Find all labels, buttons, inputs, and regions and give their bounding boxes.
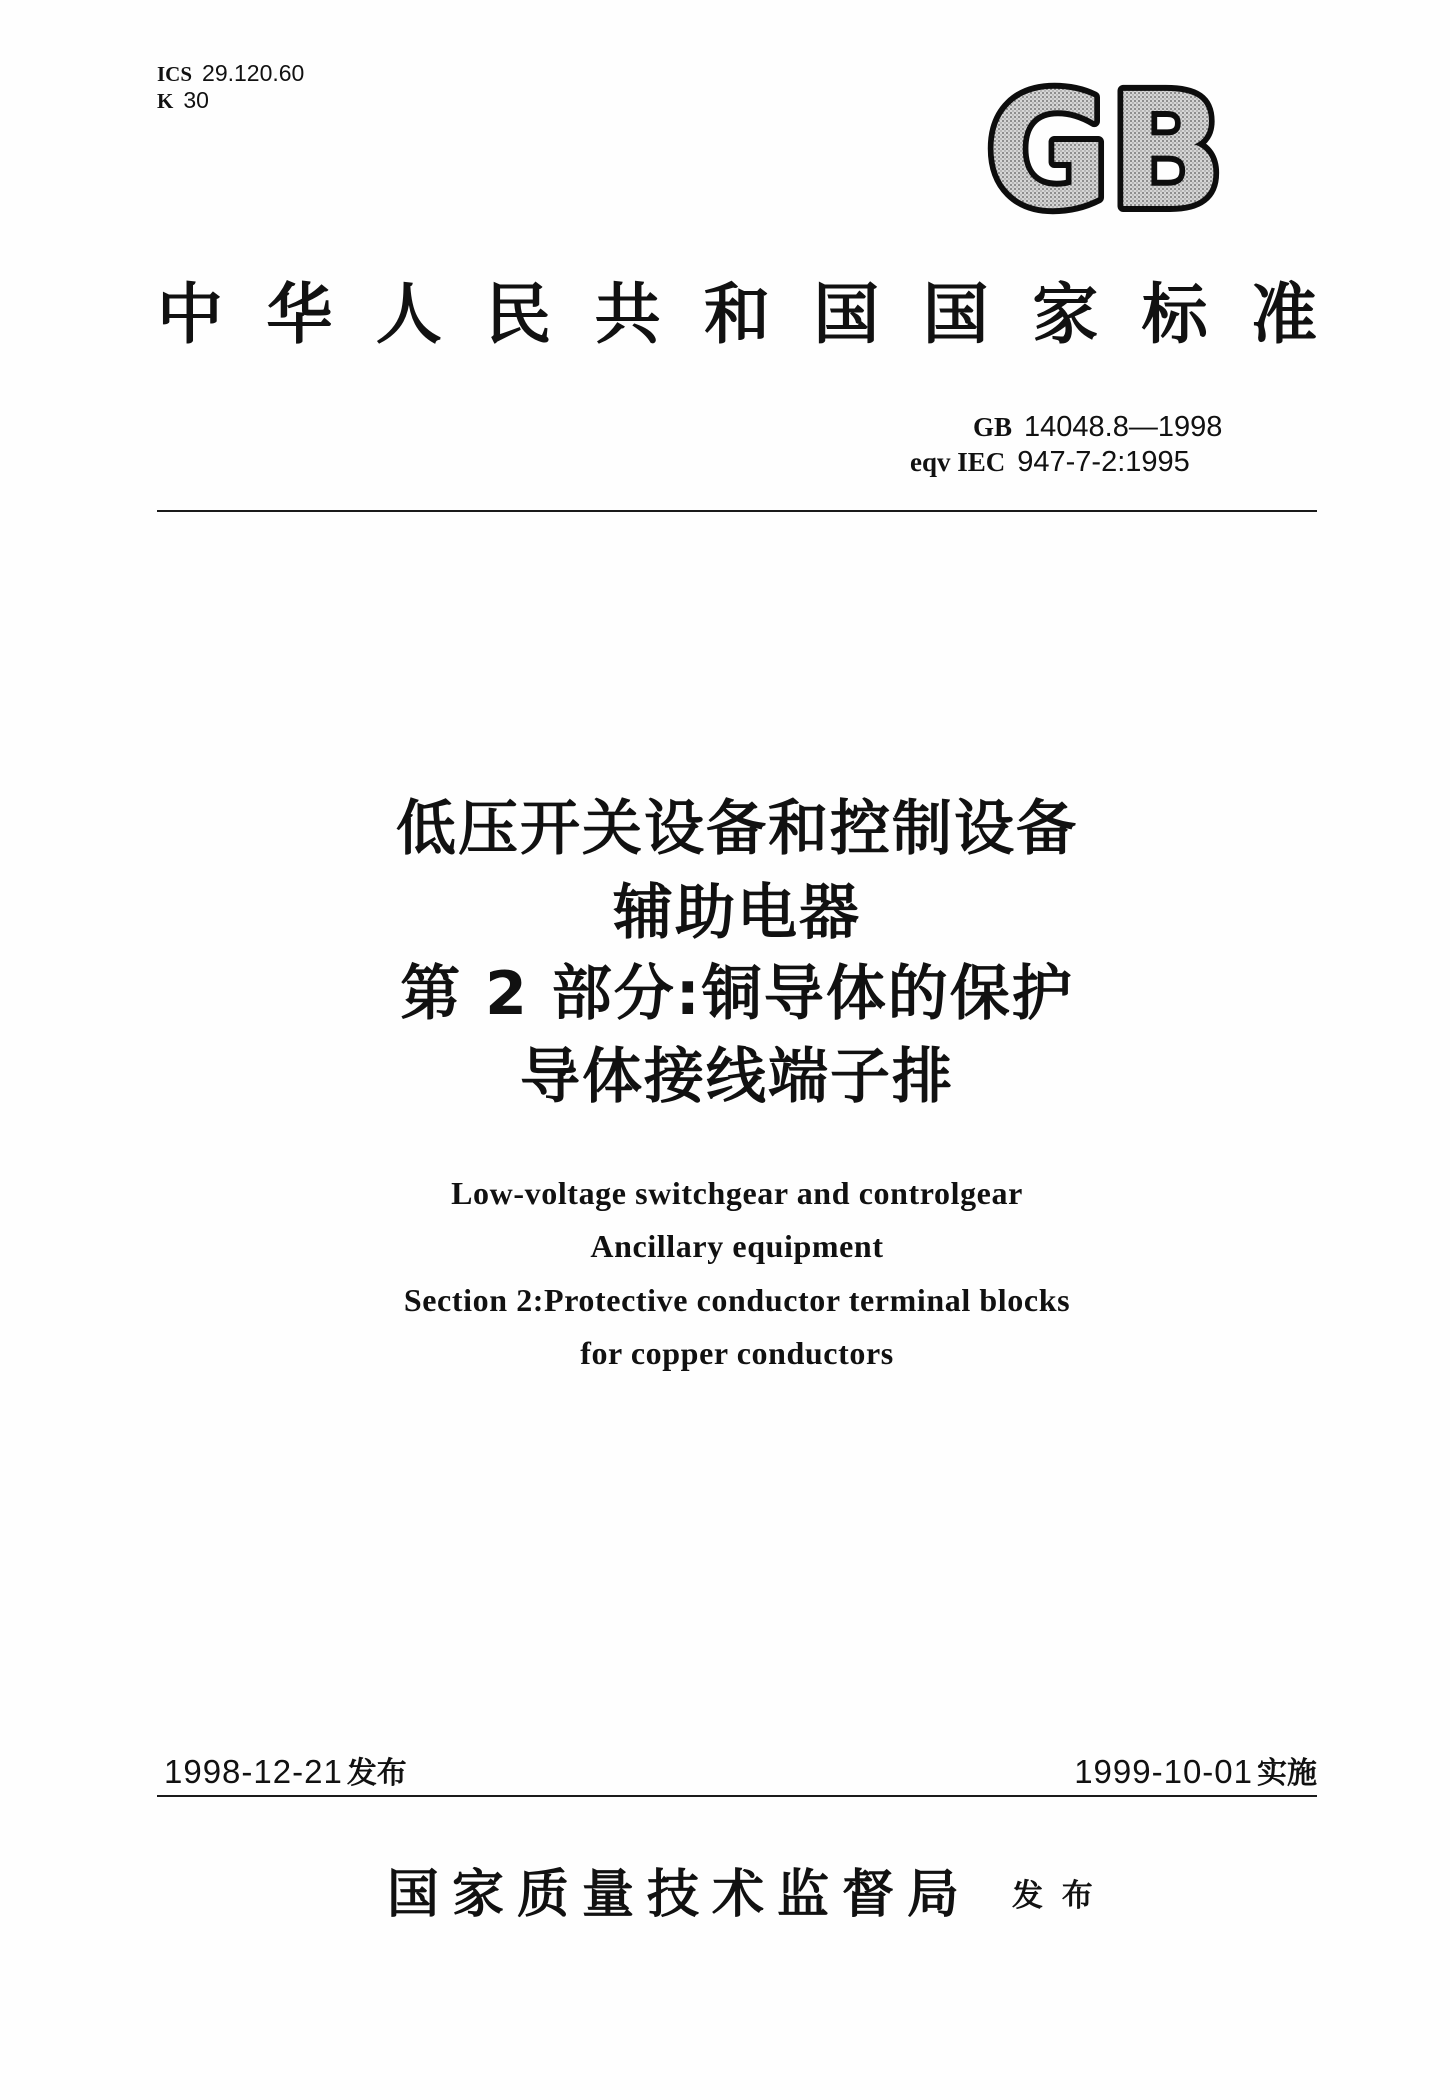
issue-date-line: [164, 1753, 407, 1791]
issue-label: 发布: [346, 1756, 407, 1791]
equivalence-number: 947-7-2:1995: [1017, 446, 1190, 478]
gb-logo: [978, 80, 1232, 216]
gb-logo-lettering: GB: [986, 80, 1224, 216]
title-en-line-4: for copper conductors: [580, 1335, 894, 1371]
ics-code-line: [157, 60, 304, 86]
ccs-code: 30: [183, 87, 209, 113]
standard-prefix: GB: [973, 412, 1013, 442]
ccs-code-line: [157, 87, 209, 113]
title-en-line-2: Ancillary equipment: [590, 1228, 884, 1264]
standard-number-line: [973, 411, 1222, 443]
equivalence-prefix: eqv IEC: [910, 447, 1006, 477]
bottom-divider: [157, 1795, 1317, 1797]
title-en-line-3: Section 2:Protective conductor terminal blocks: [403, 1282, 1071, 1318]
issue-date: 1998-12-21: [164, 1753, 343, 1790]
title-zh-line-4: 导体接线端子排: [520, 1042, 954, 1112]
equivalence-line: [910, 446, 1190, 478]
title-en-line-1: Low-voltage switchgear and controlgear: [451, 1175, 1023, 1211]
implementation-date-line: [1074, 1753, 1317, 1791]
standard-type-title: 中华人民共和国国家标准: [157, 275, 1317, 353]
implementation-date: 1999-10-01: [1074, 1753, 1253, 1790]
title-zh-line-3: 第 2 部分:铜导体的保护: [400, 959, 1074, 1029]
top-divider: [157, 510, 1317, 512]
implementation-label: 实施: [1257, 1756, 1317, 1791]
publisher-label: 发 布: [1012, 1878, 1097, 1914]
ics-code: 29.120.60: [202, 60, 305, 86]
title-zh-line-1: 低压开关设备和控制设备: [396, 794, 1078, 864]
publisher-name: 国家质量技术监督局: [387, 1864, 973, 1925]
ics-label: ICS: [157, 62, 193, 86]
standard-number: 14048.8—1998: [1024, 411, 1223, 443]
title-zh-line-2: 辅助电器: [613, 878, 861, 948]
ccs-label: K: [157, 89, 174, 113]
